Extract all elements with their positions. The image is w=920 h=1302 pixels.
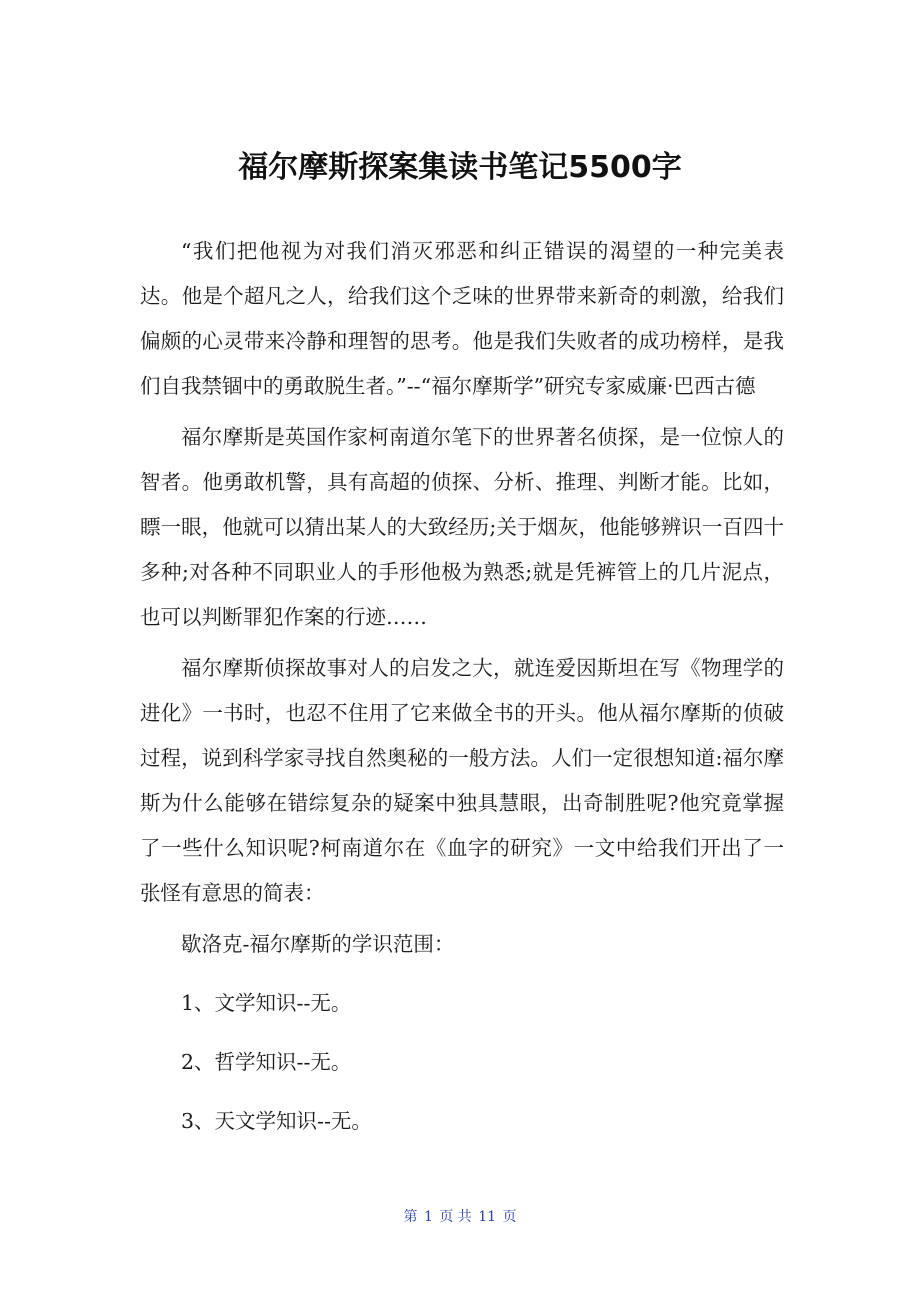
paragraph-knowledge-heading: 歇洛克-福尔摩斯的学识范围：	[181, 932, 455, 956]
list-item: 3、天文学知识--无。	[181, 1109, 372, 1133]
page-footer	[0, 1207, 920, 1227]
paragraph-quote: “我们把他视为对我们消灭邪恶和纠正错误的渴望的一种完美表达。他是个超凡之人，给我们这个乏味的世界带来新奇的刺激，给我们偏颇的心灵带来冷静和理智的思考。他是我们失败者的成功榜样，是我们自我禁锢中的勇敢脱生者。”--“福尔摩斯学”研究专家威廉·巴西古德	[140, 239, 784, 398]
footer-prefix: 第	[403, 1209, 418, 1225]
footer-total-pages: 11	[478, 1209, 497, 1225]
list-item: 2、哲学知识--无。	[181, 1050, 352, 1074]
paragraph-intro: 福尔摩斯是英国作家柯南道尔笔下的世界著名侦探，是一位惊人的智者。他勇敢机警，具有高超的侦探、分析、推理、判断才能。比如，瞟一眼，他就可以猜出某人的大致经历;关于烟灰，他能够辨识一百四十多种;对各种不同职业人的手形他极为熟悉;就是凭裤管上的几片泥点，也可以判断罪犯作案的行迹……	[140, 425, 784, 629]
footer-current-page: 1	[423, 1209, 433, 1225]
document-body	[140, 229, 784, 1158]
footer-suffix: 页	[502, 1209, 517, 1225]
document-title: 福尔摩斯探案集读书笔记5500字	[238, 150, 682, 185]
paragraph-inspiration: 福尔摩斯侦探故事对人的启发之大，就连爱因斯坦在写《物理学的进化》一书时，也忍不住用了它来做全书的开头。他从福尔摩斯的侦破过程，说到科学家寻找自然奥秘的一般方法。人们一定很想知道:福尔摩斯为什么能够在错综复杂的疑案中独具慧眼，出奇制胜呢?他究竟掌握了一些什么知识呢?柯南道尔在《血字的研究》一文中给我们开出了一张怪有意思的简表：	[140, 656, 784, 905]
footer-middle: 页 共	[439, 1209, 472, 1225]
list-item: 1、文学知识--无。	[181, 991, 352, 1015]
